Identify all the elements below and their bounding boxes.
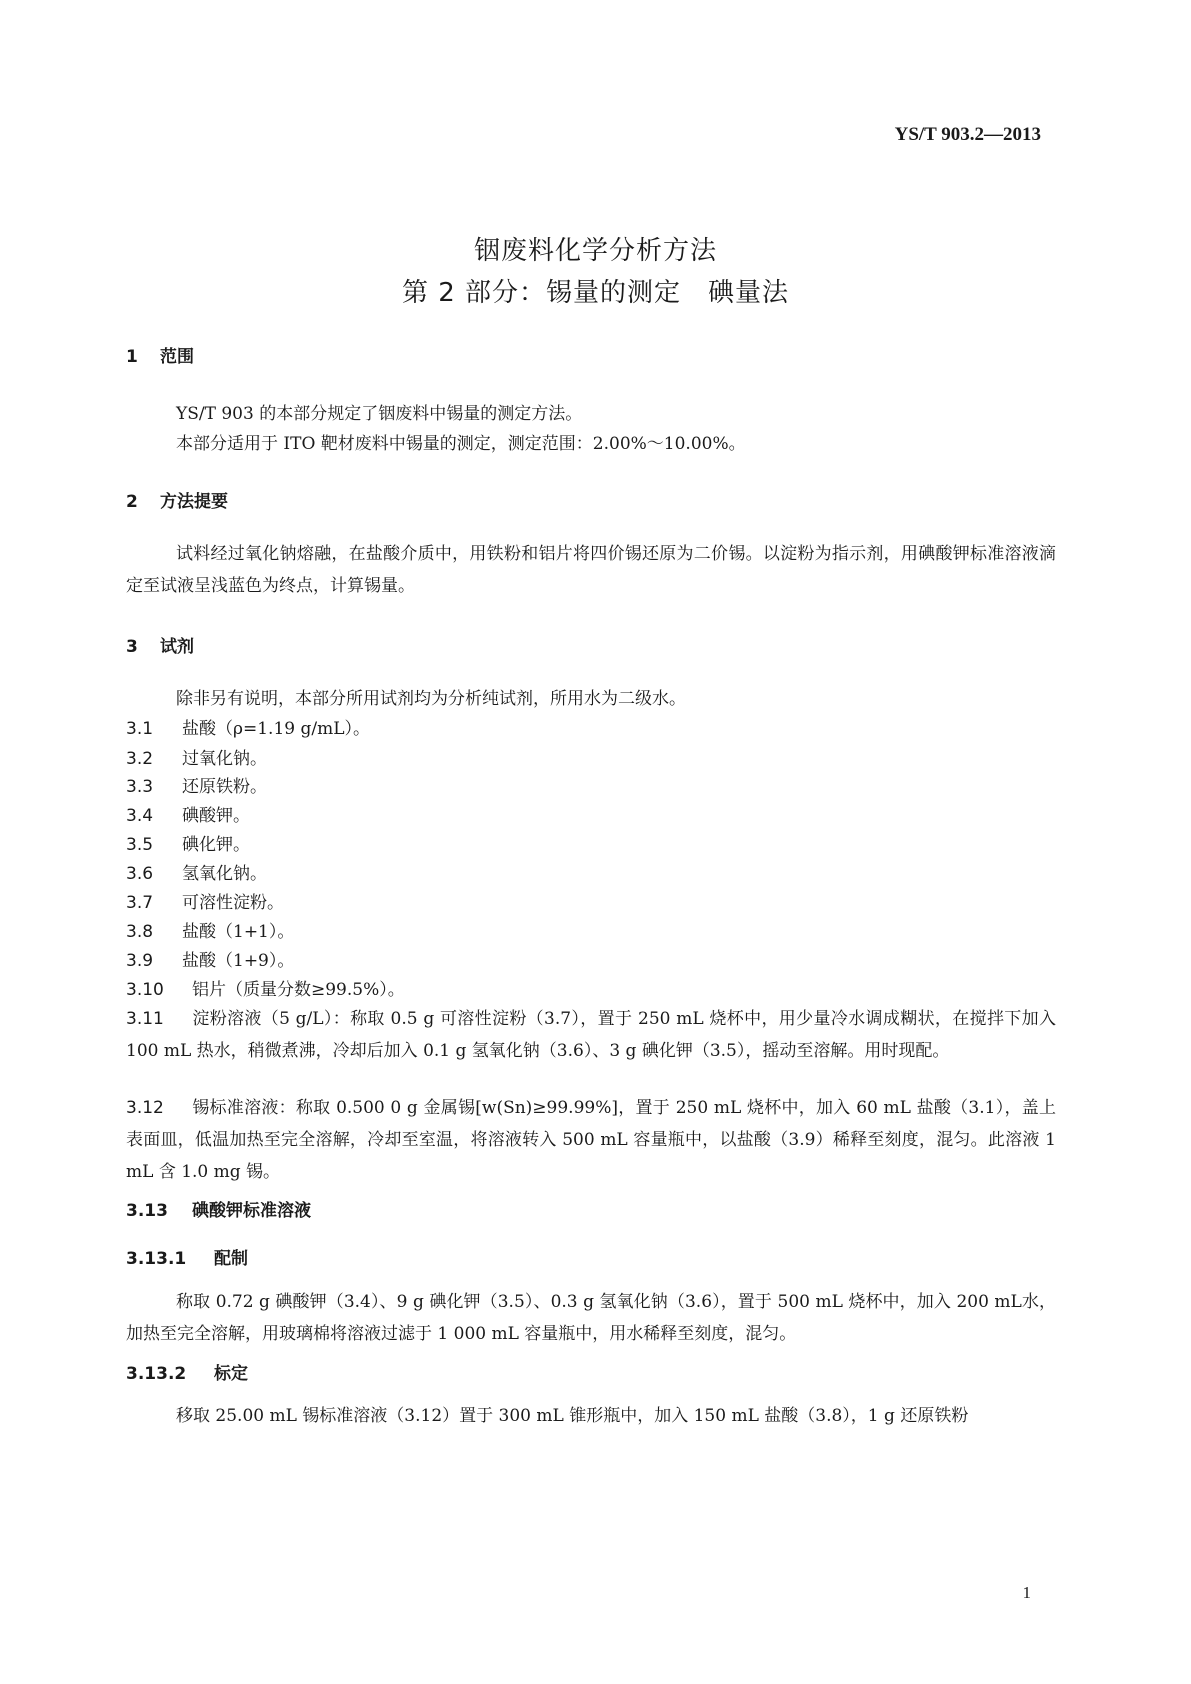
section-number: 2 [126,492,138,512]
paragraph: 试料经过氧化钠熔融，在盐酸介质中，用铁粉和铝片将四价锡还原为二价锡。以淀粉为指示剂，用碘酸钾标准溶液滴定至试液呈浅蓝色为终点，计算锡量。 [126,544,1056,596]
section-number: 3 [126,637,138,657]
document-title: 铟废料化学分析方法 [473,236,717,266]
subsection-heading [126,1196,311,1221]
paragraph: 本部分适用于 ITO 靶材废料中锡量的测定，测定范围：2.00%～10.00%。 [176,434,746,454]
item-text: 过氧化钠。 [182,749,267,769]
subsection-title: 配制 [214,1249,248,1269]
reagent-item [126,887,1056,919]
reagent-item [126,1092,1056,1188]
subsection-number: 3.13.2 [126,1364,187,1384]
subsection-title: 碘酸钾标准溶液 [192,1201,311,1221]
item-number: 3.1 [126,719,154,739]
item-number: 3.5 [126,835,154,855]
reagent-item [126,858,1056,890]
item-text: 锡标准溶液：称取 0.500 0 g 金属锡[w(Sn)≥99.99%]，置于 250 mL 烧杯中，加入 60 mL 盐酸（3.1），盖上表面皿，低温加热至完全溶解，冷却至室温，将溶液转入 500 mL 容量瓶中，以盐酸（3.9）稀释至刻度，混匀。此溶液 1 mL 含 1.0 mg 锡。 [126,1098,1056,1182]
paragraph: YS/T 903 的本部分规定了铟废料中锡量的测定方法。 [176,404,583,424]
reagent-item [126,771,1056,803]
standard-code: YS/T 903.2—2013 [894,124,1041,145]
item-text: 碘化钾。 [182,835,250,855]
item-text: 铝片（质量分数≥99.5%）。 [192,980,405,1000]
item-text: 盐酸（1+1）。 [182,922,295,942]
item-text: 碘酸钾。 [182,806,250,826]
item-number: 3.3 [126,777,154,797]
reagent-item [126,800,1056,832]
item-text: 盐酸（ρ=1.19 g/mL）。 [182,719,371,739]
item-text: 淀粉溶液（5 g/L）：称取 0.5 g 可溶性淀粉（3.7），置于 250 mL 烧杯中，用少量冷水调成糊状，在搅拌下加入 100 mL 热水，稍微煮沸，冷却后加入 0.1 g 氢氧化钠（3.6）、3 g 碘化钾（3.5），摇动至溶解。用时现配。 [126,1009,1056,1061]
section-title: 方法提要 [160,492,228,512]
section-title: 范围 [160,347,194,367]
reagent-item [126,974,1056,1006]
item-text: 可溶性淀粉。 [182,893,284,913]
reagent-item [126,713,1056,745]
subsection-title: 标定 [214,1364,248,1384]
item-number: 3.9 [126,951,154,971]
reagent-item [126,916,1056,948]
item-number: 3.10 [126,980,164,1000]
section-heading-method-summary [126,487,228,512]
item-number: 3.2 [126,749,154,769]
item-number: 3.6 [126,864,154,884]
item-number: 3.4 [126,806,154,826]
document-subtitle: 第 2 部分：锡量的测定 碘量法 [401,278,790,308]
paragraph: 移取 25.00 mL 锡标准溶液（3.12）置于 300 mL 锥形瓶中，加入 150 mL 盐酸（3.8），1 g 还原铁粉 [176,1406,969,1426]
item-number: 3.8 [126,922,154,942]
reagent-item [126,945,1056,977]
subsection-heading [126,1244,248,1269]
reagent-item [126,829,1056,861]
subsection-number: 3.13 [126,1201,168,1221]
paragraph: 称取 0.72 g 碘酸钾（3.4）、9 g 碘化钾（3.5）、0.3 g 氢氧化钠（3.6），置于 500 mL 烧杯中，加入 200 mL水，加热至完全溶解，用玻璃棉将溶液过滤于 1 000 mL 容量瓶中，用水稀释至刻度，混匀。 [126,1292,1056,1344]
subsection-number: 3.13.1 [126,1249,187,1269]
item-text: 氢氧化钠。 [182,864,267,884]
section-number: 1 [126,347,138,367]
section-heading-scope [126,342,194,367]
subsection-heading [126,1359,248,1384]
reagent-item [126,1003,1056,1067]
item-text: 盐酸（1+9）。 [182,951,295,971]
paragraph: 除非另有说明，本部分所用试剂均为分析纯试剂，所用水为二级水。 [176,689,686,709]
item-number: 3.12 [126,1098,164,1118]
item-number: 3.7 [126,893,154,913]
page-number: 1 [1022,1583,1031,1602]
section-title: 试剂 [160,637,194,657]
item-number: 3.11 [126,1009,164,1029]
section-heading-reagents [126,632,194,657]
item-text: 还原铁粉。 [182,777,267,797]
